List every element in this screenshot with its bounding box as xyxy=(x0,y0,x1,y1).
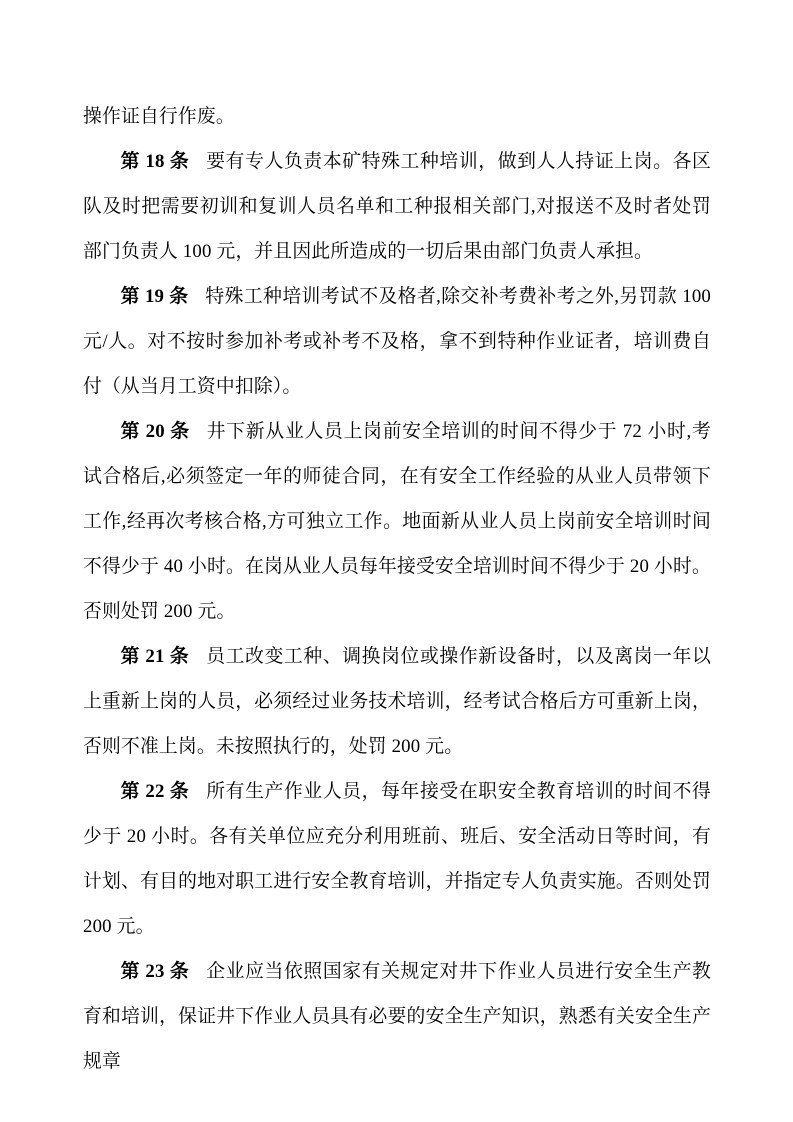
paragraph-text: 员工改变工种、调换岗位或操作新设备时，以及离岗一年以上重新上岗的人员，必须经过业务技术培训，经考试合格后方可重新上岗，否则不准上岗。未按照执行的，处罚 200 元。 xyxy=(83,646,711,757)
paragraph xyxy=(83,949,711,1084)
paragraph-text: 要有专人负责本矿特殊工种培训，做到人人持证上岗。各区队及时把需要初训和复训人员名单和工种报相关部门,对报送不及时者处罚部门负责人 100 元，并且因此所造成的一切后果由部门负责人承担。 xyxy=(83,151,711,262)
paragraph xyxy=(83,769,711,949)
paragraph-text: 特殊工种培训考试不及格者,除交补考费补考之外,另罚款 100 元/人。对不按时参加补考或补考不及格，拿不到特种作业证者，培训费自付（从当月工资中扣除）。 xyxy=(83,286,712,397)
article-number: 第 20 条 xyxy=(120,421,190,442)
paragraph-text: 操作证自行作废。 xyxy=(83,106,235,127)
paragraph-text: 企业应当依照国家有关规定对井下作业人员进行安全生产教育和培训，保证井下作业人员具有必要的安全生产知识，熟悉有关安全生产规章 xyxy=(83,961,711,1072)
paragraph xyxy=(83,634,711,769)
article-number: 第 18 条 xyxy=(120,151,190,172)
paragraph xyxy=(83,274,711,409)
paragraph-text: 所有生产作业人员，每年接受在职安全教育培训的时间不得少于 20 小时。各有关单位应充分利用班前、班后、安全活动日等时间，有计划、有目的地对职工进行安全教育培训，并指定专人负责实施。否则处罚 200 元。 xyxy=(83,781,711,937)
paragraph xyxy=(83,139,711,274)
article-number: 第 23 条 xyxy=(120,961,190,982)
document-body xyxy=(83,94,711,1084)
paragraph xyxy=(83,94,711,139)
paragraph-text: 井下新从业人员上岗前安全培训的时间不得少于 72 小时,考试合格后,必须签定一年的师徒合同，在有安全工作经验的从业人员带领下工作,经再次考核合格,方可独立工作。地面新从业人员上岗前安全培训时间不得少于 40 小时。在岗从业人员每年接受安全培训时间不得少于 20 小时。否则处罚 200 元。 xyxy=(83,421,712,622)
article-number: 第 19 条 xyxy=(120,286,189,307)
paragraph xyxy=(83,409,711,634)
article-number: 第 22 条 xyxy=(120,781,190,802)
article-number: 第 21 条 xyxy=(120,646,190,667)
